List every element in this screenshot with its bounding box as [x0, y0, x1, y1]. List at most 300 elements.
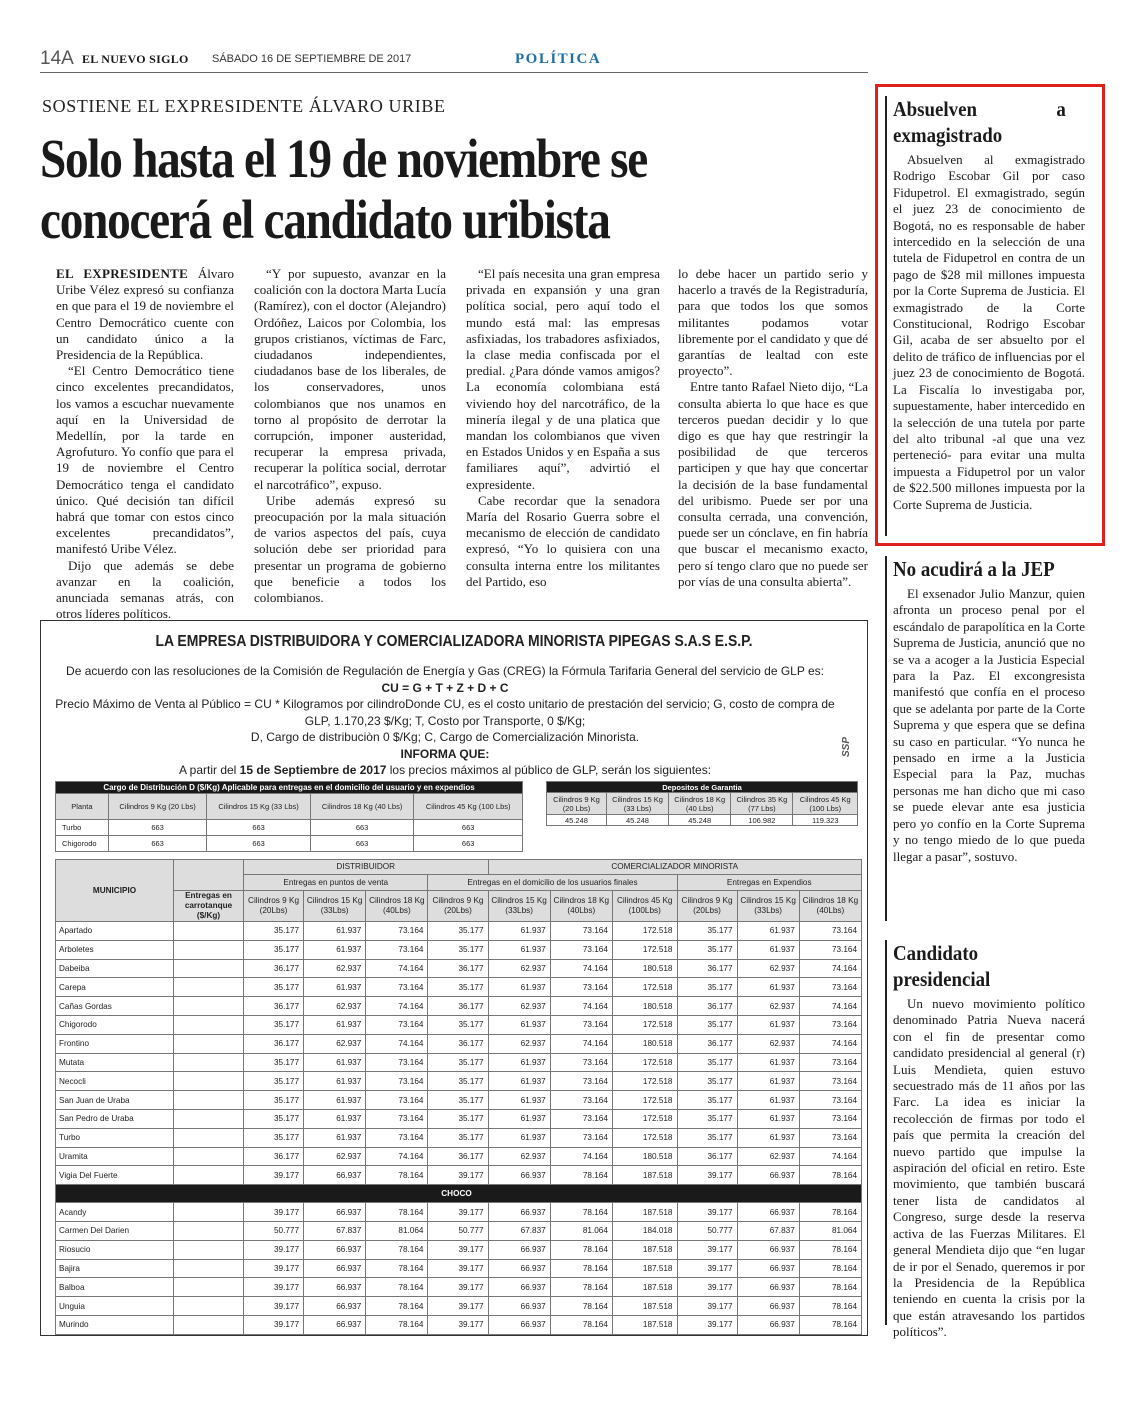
- column-header: Cilindros 18 Kg (40 Lbs): [669, 793, 731, 815]
- price-cell: 35.177: [677, 922, 737, 941]
- price-cell: 39.177: [244, 1166, 304, 1185]
- price-cell: 35.177: [677, 1128, 737, 1147]
- price-cell: 73.164: [799, 922, 861, 941]
- carrotanque-cell: [174, 1109, 244, 1128]
- carrotanque-cell: [174, 1015, 244, 1034]
- price-cell: 73.164: [366, 1015, 428, 1034]
- price-cell: 172.518: [612, 1053, 677, 1072]
- sidebar-rule: [885, 940, 887, 1325]
- column-header: Cilindros 15 Kg (33Lbs): [488, 891, 550, 922]
- table-body: [56, 1203, 862, 1335]
- distribution-charge-table: [55, 781, 523, 852]
- price-cell: 66.937: [304, 1166, 366, 1185]
- carrotanque-cell: [174, 1147, 244, 1166]
- table-title: Cargo de Distribución D ($/Kg) Aplicable para entregas en el domicilio del usuario y en expendios: [56, 782, 523, 794]
- price-cell: 61.937: [737, 978, 799, 997]
- price-cell: 172.518: [612, 1091, 677, 1110]
- municipality-cell: Riosucio: [56, 1240, 174, 1259]
- article-paragraph: EL EXPRESIDENTE Álvaro Uribe Vélez expresó su confianza en que para el 19 de noviembre el Centro Democrático cuente con un candidato único a la Presidencia de la República.: [56, 266, 234, 363]
- column-header: Cilindros 18 Kg (40Lbs): [550, 891, 612, 922]
- price-cell: 61.937: [304, 978, 366, 997]
- price-cell: 39.177: [428, 1166, 488, 1185]
- table-row: [56, 1034, 862, 1053]
- column-group-header: DISTRIBUIDOR: [244, 860, 489, 875]
- carrotanque-cell: [174, 1128, 244, 1147]
- page-number: 14A: [40, 48, 74, 69]
- column-group-header: Entregas en Expendios: [677, 875, 862, 891]
- table-row: [56, 959, 862, 978]
- price-cell: 61.937: [737, 1091, 799, 1110]
- column-header: Cilindros 15 Kg (33Lbs): [737, 891, 799, 922]
- price-cell: 36.177: [677, 959, 737, 978]
- price-cell: 663: [207, 820, 311, 836]
- price-cell: 35.177: [428, 1015, 488, 1034]
- carrotanque-cell: [174, 978, 244, 997]
- price-cell: 35.177: [244, 978, 304, 997]
- price-cell: 74.164: [550, 997, 612, 1016]
- price-cell: 62.937: [737, 997, 799, 1016]
- price-cell: 187.518: [612, 1166, 677, 1185]
- table-cell: 45.248: [547, 815, 607, 826]
- price-cell: 73.164: [366, 1072, 428, 1091]
- table-row: [56, 978, 862, 997]
- price-cell: 187.518: [612, 1203, 677, 1222]
- price-cell: 35.177: [244, 1072, 304, 1091]
- price-cell: 62.937: [304, 1034, 366, 1053]
- price-cell: 74.164: [550, 959, 612, 978]
- carrotanque-cell: [174, 940, 244, 959]
- municipality-cell: Carepa: [56, 978, 174, 997]
- price-cell: 172.518: [612, 922, 677, 941]
- column-header: Cilindros 18 Kg (40 Lbs): [310, 794, 414, 820]
- price-cell: 35.177: [428, 1053, 488, 1072]
- price-cell: 66.937: [488, 1297, 550, 1316]
- municipality-cell: Turbo: [56, 1128, 174, 1147]
- price-cell: 180.518: [612, 1147, 677, 1166]
- column-header: Cilindros 45 Kg (100 Lbs): [793, 793, 858, 815]
- municipality-cell: Cañas Gordas: [56, 997, 174, 1016]
- price-cell: 61.937: [304, 1109, 366, 1128]
- price-cell: 78.164: [799, 1240, 861, 1259]
- price-cell: 78.164: [366, 1240, 428, 1259]
- carrotanque-cell: [174, 1072, 244, 1091]
- price-cell: 35.177: [244, 1015, 304, 1034]
- price-cell: 78.164: [550, 1278, 612, 1297]
- article-headline: Solo hasta el 19 de noviembre se conocerá el candidato uribista: [40, 128, 647, 250]
- notice-line: Precio Máximo de Venta al Público = CU * Kilogramos por cilindroDonde CU, es el costo unitario de prestación del servicio; G, costo de compra de GLP, 1.170,23 $/Kg; T, Costo por Transporte, 0 $/Kg;: [55, 697, 835, 728]
- table-row: [56, 1147, 862, 1166]
- brief-title: No acudirá a la JEP: [893, 557, 1055, 581]
- price-cell: 35.177: [677, 940, 737, 959]
- article-kicker: SOSTIENE EL EXPRESIDENTE ÁLVARO URIBE: [42, 96, 446, 116]
- price-cell: 61.937: [304, 1091, 366, 1110]
- table-title: Depositos de Garantia: [547, 782, 858, 793]
- table-row: [56, 820, 523, 836]
- article-paragraph: “El país necesita una gran empresa privada en expansión y una gran política social, pero aquí todo el mundo está mal: las empresas asfixiadas, los trabadores asfixiados, la clase media confiscada por el predial. ¿Para dónde vamos amigos? La economía colombiana está viviendo hoy del narcotráfico, de la minería ilegal y de una platica que mandan los colombianos que viven en Estados Unidos y en España a sus familiares aquí”, advirtió el expresidente.: [466, 266, 660, 492]
- municipality-cell: Chigorodo: [56, 1015, 174, 1034]
- column-group-header: Entregas en puntos de venta: [244, 875, 428, 891]
- municipality-cell: Carmen Del Darien: [56, 1221, 174, 1240]
- column-header: Entregas en carrotanque ($/Kg): [174, 891, 244, 922]
- municipality-cell: Dabeiba: [56, 959, 174, 978]
- price-cell: 36.177: [244, 959, 304, 978]
- price-cell: 62.937: [737, 1147, 799, 1166]
- price-cell: 35.177: [428, 1128, 488, 1147]
- table-row: [56, 940, 862, 959]
- price-cell: 78.164: [366, 1259, 428, 1278]
- price-cell: 172.518: [612, 1015, 677, 1034]
- price-cell: 61.937: [304, 1015, 366, 1034]
- municipality-cell: Vigia Del Fuerte: [56, 1166, 174, 1185]
- carrotanque-cell: [174, 1091, 244, 1110]
- municipality-cell: Necocli: [56, 1072, 174, 1091]
- municipality-cell: Murindo: [56, 1315, 174, 1334]
- price-cell: 66.937: [304, 1259, 366, 1278]
- price-cell: 66.937: [488, 1166, 550, 1185]
- municipality-cell: San Juan de Uraba: [56, 1091, 174, 1110]
- price-cell: 180.518: [612, 997, 677, 1016]
- carrotanque-cell: [174, 959, 244, 978]
- municipality-cell: Arboletes: [56, 940, 174, 959]
- price-cell: 66.937: [488, 1278, 550, 1297]
- price-cell: 61.937: [488, 1091, 550, 1110]
- price-cell: 78.164: [366, 1166, 428, 1185]
- price-cell: 35.177: [244, 1128, 304, 1147]
- price-cell: 61.937: [737, 1072, 799, 1091]
- table-row: [56, 1240, 862, 1259]
- price-cell: 78.164: [550, 1297, 612, 1316]
- price-cell: 78.164: [550, 1259, 612, 1278]
- price-cell: 36.177: [428, 959, 488, 978]
- price-cell: 67.837: [304, 1221, 366, 1240]
- table-row: [56, 997, 862, 1016]
- municipality-cell: Turbo: [56, 820, 109, 836]
- article-paragraph: Dijo que además se debe avanzar en la coalición, anunciada semanas atrás, con otros líderes políticos.: [56, 557, 234, 622]
- column-header: Cilindros 9 Kg (20Lbs): [428, 891, 488, 922]
- column-header: Cilindros 9 Kg (20Lbs): [677, 891, 737, 922]
- brief-body: Absuelven al exmagistrado Rodrigo Escobar Gil por caso Fidupetrol. El exmagistrado, según el juez 23 de conocimiento de Bogotá, no es responsable de haber intercedido en la selección de una tutela de Fidupetrol en contra de un pago de $28 mil millones impuesta por la Corte Suprema de Justicia. El exmagistrado de la Corte Constitucional, Rodrigo Escobar Gil, acaba de ser absuelto por el delito de tráfico de influencias por el juez 23 de conocimiento de Bogotá. La Fiscalía lo investigaba por, supuestamente, haber intercedido en la selección de una tutela por parte del alto tribunal -al que una vez perteneció- para evitar una multa impuesta a Fidupetrol por un valor de $22.500 millones impuesta por la Corte Suprema de Justicia.: [893, 152, 1085, 512]
- price-cell: 36.177: [244, 1034, 304, 1053]
- article-paragraph: “El Centro Democrático tiene cinco excelentes precandidatos, los vamos a escuchar nuevamente aquí en la Universidad de Medellín, por la tarde en Agrofuturo. Yo confío que para el 19 de noviembre el Centro Democrático tenga el candidato único. Qué decisión tan difícil habrá que tomar con estos cinco excelentes precandidatos”, manifestó Uribe Vélez.: [56, 363, 234, 557]
- notice-line: D, Cargo de distribuciòn 0 $/Kg; C, Cargo de Comercialización Minorista.: [250, 730, 640, 744]
- table-row: [56, 1072, 862, 1091]
- folio-rule: [40, 72, 868, 73]
- price-cell: 35.177: [244, 940, 304, 959]
- price-cell: 39.177: [677, 1203, 737, 1222]
- carrotanque-cell: [174, 1166, 244, 1185]
- carrotanque-cell: [174, 1203, 244, 1222]
- price-cell: 39.177: [428, 1297, 488, 1316]
- price-cell: 74.164: [550, 1034, 612, 1053]
- price-cell: 74.164: [799, 1034, 861, 1053]
- carrotanque-cell: [174, 1034, 244, 1053]
- article-paragraph: lo debe hacer un partido serio y hacerlo a través de la Registraduría, para que todos los que somos militantes podamos votar libremente por el candidato y que dé garantías de lealtad con este proyecto”.: [678, 266, 868, 379]
- page-folio: [40, 48, 865, 74]
- tariff-formula: CU = G + T + Z + D + C: [381, 680, 509, 695]
- price-cell: 39.177: [677, 1315, 737, 1334]
- price-cell: 61.937: [737, 1053, 799, 1072]
- table-row: [56, 1128, 862, 1147]
- carrotanque-cell: [174, 997, 244, 1016]
- price-cell: 73.164: [799, 978, 861, 997]
- price-cell: 663: [414, 836, 523, 852]
- price-cell: 66.937: [304, 1240, 366, 1259]
- price-cell: 50.777: [428, 1221, 488, 1240]
- price-cell: 172.518: [612, 940, 677, 959]
- price-cell: 62.937: [488, 997, 550, 1016]
- price-cell: 73.164: [550, 1128, 612, 1147]
- table-row: [56, 1053, 862, 1072]
- price-cell: 39.177: [677, 1259, 737, 1278]
- column-header: Cilindros 9 Kg (20 Lbs): [108, 794, 206, 820]
- price-cell: 180.518: [612, 959, 677, 978]
- price-cell: 66.937: [737, 1315, 799, 1334]
- carrotanque-cell: [174, 922, 244, 941]
- price-cell: 61.937: [488, 1015, 550, 1034]
- notice-body: [55, 663, 835, 779]
- price-cell: 187.518: [612, 1315, 677, 1334]
- price-cell: 39.177: [677, 1166, 737, 1185]
- municipality-cell: San Pedro de Uraba: [56, 1109, 174, 1128]
- column-header: Planta: [56, 794, 109, 820]
- table-cell: 119.323: [793, 815, 858, 826]
- price-cell: 66.937: [488, 1240, 550, 1259]
- price-cell: 61.937: [304, 922, 366, 941]
- price-cell: 62.937: [737, 1034, 799, 1053]
- price-cell: 39.177: [244, 1259, 304, 1278]
- column-group-header: COMERCIALIZADOR MINORISTA: [488, 860, 862, 875]
- brief-candidato: [893, 940, 1085, 1341]
- price-cell: 61.937: [737, 1015, 799, 1034]
- price-cell: 78.164: [799, 1203, 861, 1222]
- table-cell: 45.248: [669, 815, 731, 826]
- price-cell: 187.518: [612, 1297, 677, 1316]
- price-cell: 61.937: [488, 922, 550, 941]
- price-cell: 61.937: [488, 940, 550, 959]
- price-cell: 66.937: [488, 1203, 550, 1222]
- price-cell: 39.177: [428, 1203, 488, 1222]
- price-cell: 73.164: [366, 1128, 428, 1147]
- column-header: Cilindros 18 Kg (40Lbs): [366, 891, 428, 922]
- price-cell: 62.937: [488, 1034, 550, 1053]
- carrotanque-cell: [174, 1053, 244, 1072]
- ssp-logo: SSP: [841, 736, 852, 757]
- price-cell: 180.518: [612, 1034, 677, 1053]
- price-cell: 66.937: [488, 1259, 550, 1278]
- brief-body: Un nuevo movimiento político denominado Patria Nueva nacerá con el fin de presentar como candidato presidencial al general (r) Luis Mendieta, quien estuvo secuestrado más de 11 años por las Farc. La idea es iniciar la recolección de firmas por todo el país que permita la creación del nuevo partido que impulse la aspiración del oficial en retiro. Este movimiento, que también buscará tener lista de candidatos al Congreso, surge desde la reserva activa de las Fuerzas Militares. El general Mendieta dijo que “en lugar de ir por el Senado, queremos ir por la Presidencia de la República teniendo en cuenta la crisis por la que están atravesando los partidos políticos”.: [893, 996, 1085, 1340]
- price-cell: 73.164: [366, 1091, 428, 1110]
- price-cell: 78.164: [799, 1166, 861, 1185]
- table-row: [56, 1166, 862, 1185]
- deposit-table: [546, 781, 858, 826]
- price-cell: 78.164: [366, 1278, 428, 1297]
- column-header: [174, 860, 244, 891]
- price-cell: 172.518: [612, 1109, 677, 1128]
- table-row: [56, 1315, 862, 1334]
- article-lead: EL EXPRESIDENTE: [56, 266, 189, 281]
- column-header: Cilindros 9 Kg (20 Lbs): [547, 793, 607, 815]
- article-paragraph: “Y por supuesto, avanzar en la coalición con la doctora Marta Lucía (Ramírez), con el doctor (Alejandro) Ordóñez, Laicos por Colombia, los grupos cristianos, víctimas de Farc, ciudadanos independientes, ciudadanos base de los liberales, de los conservadores, unos colombianos que nos unamos en torno al propósito de derrotar la corrupción, imponer austeridad, recuperar la empresa privada, recuperar la política social, derrotar el narcotráfico”, expuso.: [254, 266, 446, 492]
- price-cell: 74.164: [366, 1034, 428, 1053]
- municipality-cell: Apartado: [56, 922, 174, 941]
- price-cell: 74.164: [366, 959, 428, 978]
- region-row: [56, 1185, 862, 1203]
- column-header: MUNICIPIO: [56, 860, 174, 922]
- table-row: [56, 1221, 862, 1240]
- price-cell: 36.177: [677, 1147, 737, 1166]
- price-cell: 78.164: [799, 1278, 861, 1297]
- price-cell: 73.164: [799, 1128, 861, 1147]
- brief-title: Candidato presidencial: [893, 941, 991, 991]
- table-row: [56, 1259, 862, 1278]
- price-cell: 39.177: [428, 1315, 488, 1334]
- price-cell: 36.177: [428, 1034, 488, 1053]
- price-cell: 78.164: [550, 1166, 612, 1185]
- price-cell: 78.164: [550, 1240, 612, 1259]
- price-cell: 50.777: [677, 1221, 737, 1240]
- table-row: [56, 1278, 862, 1297]
- column-header: Cilindros 15 Kg (33 Lbs): [207, 794, 311, 820]
- price-cell: 35.177: [677, 1072, 737, 1091]
- article-paragraph: Cabe recordar que la senadora María del Rosario Guerra sobre el mecanismo de elección de candidato expresó, “Yo lo quisiera con una consulta interna entre los militantes del Partido, eso: [466, 492, 660, 589]
- price-cell: 39.177: [677, 1297, 737, 1316]
- price-cell: 663: [108, 820, 206, 836]
- column-header: Cilindros 15 Kg (33 Lbs): [606, 793, 668, 815]
- price-cell: 78.164: [366, 1297, 428, 1316]
- municipality-cell: Mutata: [56, 1053, 174, 1072]
- table-row: [547, 815, 858, 826]
- price-cell: 50.777: [244, 1221, 304, 1240]
- price-cell: 73.164: [366, 978, 428, 997]
- price-cell: 67.837: [488, 1221, 550, 1240]
- table-row: [56, 1091, 862, 1110]
- article-paragraph: Entre tanto Rafael Nieto dijo, “La consulta abierta lo que hace es que terceros puedan decidir y lo que digo es que hay que restringir la posibilidad de que terceros participen y que hay que concertar la decisión de la base fundamental del uribismo. Puede ser por una consulta cerrada, una convención, puede ser un cónclave, en fin habría que buscar el mecanismo exacto, pero sí tengo claro que no puede ser por vías de una consulta abierta”.: [678, 379, 868, 589]
- carrotanque-cell: [174, 1240, 244, 1259]
- municipality-cell: Chigorodo: [56, 836, 109, 852]
- price-cell: 663: [108, 836, 206, 852]
- price-cell: 73.164: [550, 1091, 612, 1110]
- newspaper-name: EL NUEVO SIGLO: [82, 52, 189, 66]
- price-cell: 62.937: [304, 959, 366, 978]
- table-body: [56, 820, 523, 852]
- price-cell: 39.177: [244, 1297, 304, 1316]
- price-cell: 62.937: [737, 959, 799, 978]
- table-row: [56, 836, 523, 852]
- brief-body: El exsenador Julio Manzur, quien afronta un proceso penal por el escándalo de parapolítica en la Corte Suprema de Justicia, anunció que no se va a acoger a la Justicia Especial para la Paz. El excongresista manifestó que confía en el proceso que se adelanta por parte de la Corte Suprema y que espera que se defina su caso en particular. “Yo nunca he pensado en irme a la Justicia Especial para la Paz, muchas personas me han dicho que mi caso se puede elevar ante esa justicia pero yo confío en la Corte Suprema y no tengo miedo de lo que pueda llegar a pasar”, sostuvo.: [893, 586, 1085, 864]
- price-cell: 73.164: [799, 1053, 861, 1072]
- price-cell: 66.937: [737, 1259, 799, 1278]
- price-cell: 36.177: [244, 997, 304, 1016]
- price-cell: 81.064: [366, 1221, 428, 1240]
- carrotanque-cell: [174, 1221, 244, 1240]
- price-cell: 35.177: [677, 1053, 737, 1072]
- price-cell: 663: [414, 820, 523, 836]
- price-cell: 39.177: [428, 1278, 488, 1297]
- price-cell: 74.164: [799, 1147, 861, 1166]
- price-cell: 73.164: [799, 940, 861, 959]
- municipality-cell: Uramita: [56, 1147, 174, 1166]
- price-cell: 66.937: [304, 1203, 366, 1222]
- article-column-2: [254, 266, 446, 606]
- price-cell: 73.164: [366, 1109, 428, 1128]
- price-cell: 81.064: [550, 1221, 612, 1240]
- price-cell: 35.177: [677, 1109, 737, 1128]
- price-cell: 36.177: [428, 997, 488, 1016]
- pipegas-price-notice: [40, 620, 868, 1336]
- price-cell: 66.937: [737, 1278, 799, 1297]
- price-cell: 39.177: [244, 1315, 304, 1334]
- price-cell: 36.177: [428, 1147, 488, 1166]
- column-header: Cilindros 9 Kg (20Lbs): [244, 891, 304, 922]
- table-body: [56, 922, 862, 1185]
- issue-date: SÁBADO 16 DE SEPTIEMBRE DE 2017: [212, 53, 412, 65]
- price-cell: 78.164: [550, 1315, 612, 1334]
- table-row: [56, 922, 862, 941]
- price-cell: 61.937: [488, 1128, 550, 1147]
- price-cell: 62.937: [488, 959, 550, 978]
- carrotanque-cell: [174, 1315, 244, 1334]
- price-cell: 74.164: [366, 997, 428, 1016]
- price-cell: 36.177: [677, 997, 737, 1016]
- price-cell: 62.937: [304, 997, 366, 1016]
- price-cell: 663: [310, 820, 414, 836]
- price-cell: 81.064: [799, 1221, 861, 1240]
- column-header: Cilindros 18 Kg (40Lbs): [799, 891, 861, 922]
- price-cell: 73.164: [799, 1015, 861, 1034]
- price-cell: 39.177: [244, 1203, 304, 1222]
- price-cell: 74.164: [366, 1147, 428, 1166]
- municipality-cell: Frontino: [56, 1034, 174, 1053]
- notice-line: De acuerdo con las resoluciones de la Comisión de Regulación de Energía y Gas (CREG) la Fórmula Tarifaria General del servicio de GLP es:: [66, 664, 824, 678]
- municipality-cell: Balboa: [56, 1278, 174, 1297]
- price-cell: 73.164: [366, 922, 428, 941]
- price-cell: 73.164: [550, 940, 612, 959]
- section-label: POLÍTICA: [515, 51, 602, 67]
- price-cell: 66.937: [737, 1297, 799, 1316]
- price-cell: 66.937: [737, 1166, 799, 1185]
- municipality-cell: Unguia: [56, 1297, 174, 1316]
- price-cell: 39.177: [244, 1278, 304, 1297]
- price-cell: 35.177: [677, 978, 737, 997]
- price-cell: 73.164: [799, 1072, 861, 1091]
- price-cell: 67.837: [737, 1221, 799, 1240]
- price-cell: 35.177: [428, 1072, 488, 1091]
- price-cell: 39.177: [244, 1240, 304, 1259]
- price-cell: 172.518: [612, 978, 677, 997]
- price-cell: 35.177: [428, 1109, 488, 1128]
- price-cell: 61.937: [488, 978, 550, 997]
- price-cell: 73.164: [799, 1091, 861, 1110]
- municipality-cell: Acandy: [56, 1203, 174, 1222]
- price-cell: 35.177: [244, 1109, 304, 1128]
- price-cell: 73.164: [366, 940, 428, 959]
- table-cell: 45.248: [606, 815, 668, 826]
- notice-line: A partir del 15 de Septiembre de 2017 los precios máximos al público de GLP, serán los siguientes:: [178, 763, 712, 777]
- price-cell: 35.177: [244, 1053, 304, 1072]
- column-header: Cilindros 45 Kg (100 Lbs): [414, 794, 523, 820]
- price-cell: 66.937: [737, 1203, 799, 1222]
- price-cell: 78.164: [799, 1315, 861, 1334]
- table-cell: 106.982: [731, 815, 793, 826]
- price-cell: 73.164: [550, 1053, 612, 1072]
- table-row: [56, 1297, 862, 1316]
- price-cell: 35.177: [677, 1015, 737, 1034]
- column-header: Cilindros 45 Kg (100Lbs): [612, 891, 677, 922]
- price-cell: 66.937: [737, 1240, 799, 1259]
- price-cell: 61.937: [304, 940, 366, 959]
- price-cell: 74.164: [799, 959, 861, 978]
- article-column-1: [56, 266, 234, 622]
